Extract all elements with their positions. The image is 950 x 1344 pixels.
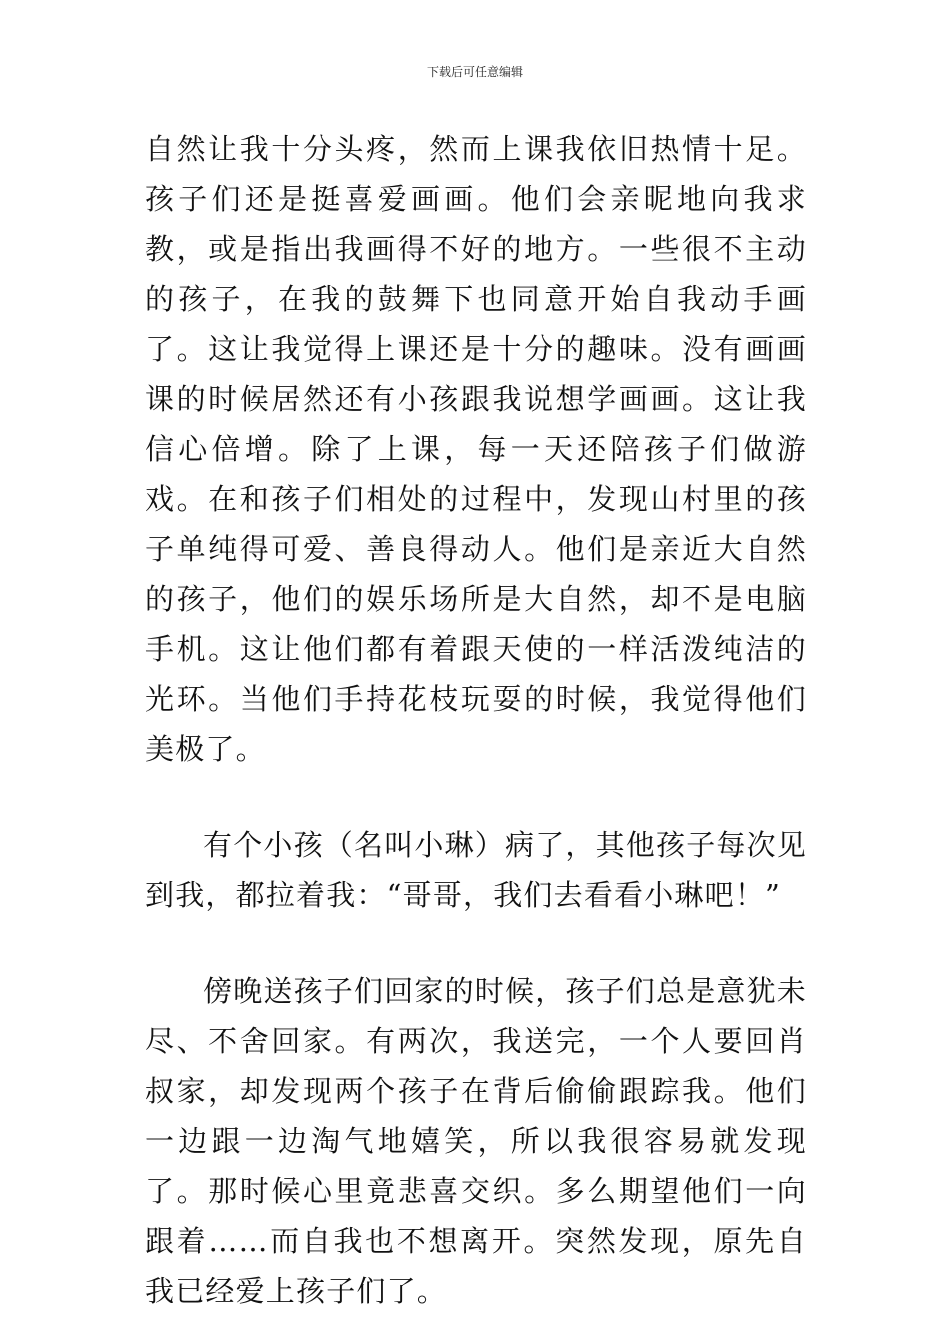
document-body	[145, 124, 807, 1316]
paragraph-2: 有个小孩（名叫小琳）病了，其他孩子每次见到我，都拉着我：“哥哥，我们去看看小琳吧！”	[145, 828, 808, 912]
page-header: 下载后可任意编辑	[426, 65, 523, 79]
paragraph-1: 自然让我十分头疼，然而上课我依旧热情十足。孩子们还是挺喜爱画画。他们会亲昵地向我求教，或是指出我画得不好的地方。一些很不主动的孩子，在我的鼓舞下也同意开始自我动手画了。这让我觉得上课还是十分的趣味。没有画画课的时候居然还有小孩跟我说想学画画。这让我信心倍增。除了上课，每一天还陪孩子们做游戏。在和孩子们相处的过程中，发现山村里的孩子单纯得可爱、善良得动人。他们是亲近大自然的孩子，他们的娱乐场所是大自然，却不是电脑手机。这让他们都有着跟天使的一样活泼纯洁的光环。当他们手持花枝玩耍的时候，我觉得他们美极了。	[145, 132, 807, 766]
paragraph-3: 傍晚送孩子们回家的时候，孩子们总是意犹未尽、不舍回家。有两次，我送完，一个人要回肖叔家，却发现两个孩子在背后偷偷跟踪我。他们一边跟一边淘气地嬉笑，所以我很容易就发现了。那时候心里竟悲喜交织。多么期望他们一向跟着……而自我也不想离开。突然发现，原先自我已经爱上孩子们了。	[145, 974, 808, 1308]
